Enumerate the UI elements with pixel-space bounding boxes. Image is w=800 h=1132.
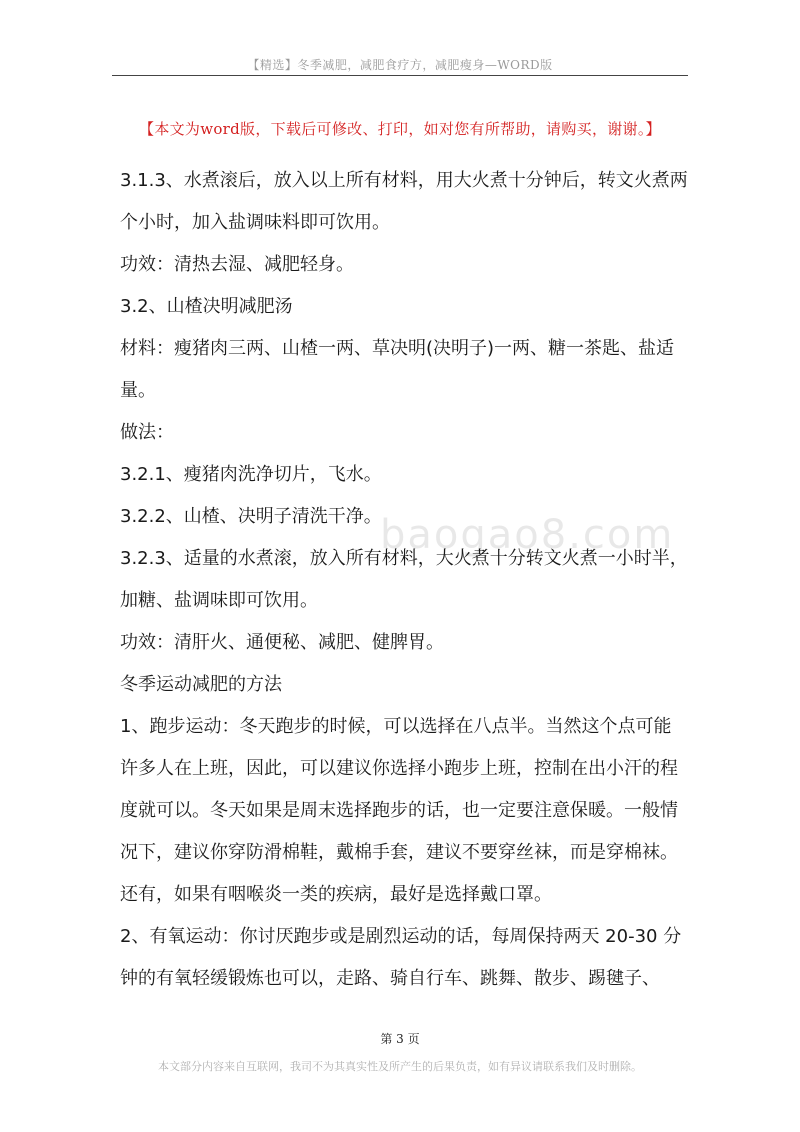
paragraph-aerobic: 2、有氧运动：你讨厌跑步或是剧烈运动的话，每周保持两天 20-30 分钟的有氧轻缓锻炼也可以，走路、骑自行车、跳舞、散步、踢毽子、 [120,926,682,989]
download-notice: 【本文为word版，下载后可修改、打印，如对您有所帮助，请购买，谢谢。】 [139,120,661,138]
section-heading-3-2: 3.2、山楂决明减肥汤 [120,296,293,317]
page-number: 第 3 页 [380,1032,420,1046]
paragraph-3-1-3: 3.1.3、水煮滚后，放入以上所有材料，用大火煮十分钟后，转文火煮两个小时，加入盐调味料即可饮用。 [120,170,688,233]
document-body [120,160,688,1000]
paragraph-effect-1: 功效：清热去湿、减肥轻身。 [120,254,354,275]
paragraph-3-2-3: 3.2.3、适量的水煮滚，放入所有材料，大火煮十分转文火煮一小时半，加糖、盐调味即可饮用。 [120,548,688,611]
paragraph-running: 1、跑步运动：冬天跑步的时候，可以选择在八点半。当然这个点可能许多人在上班，因此，可以建议你选择小跑步上班，控制在出小汗的程度就可以。冬天如果是周末选择跑步的话，也一定要注意保暖。一般情况下，建议你穿防滑棉鞋，戴棉手套，建议不要穿丝袜，而是穿棉袜。还有，如果有咽喉炎一类的疾病，最好是选择戴口罩。 [120,716,678,905]
paragraph-3-2-2: 3.2.2、山楂、决明子清洗干净。 [120,506,382,527]
section-heading-exercise: 冬季运动减肥的方法 [120,674,282,695]
paragraph-effect-2: 功效：清肝火、通便秘、减肥、健脾胃。 [120,632,444,653]
paragraph-ingredients: 材料：瘦猪肉三两、山楂一两、草决明(决明子)一两、糖一茶匙、盐适量。 [120,338,675,401]
page-header: 【精选】冬季减肥，减肥食疗方，减肥瘦身—WORD版 [247,58,553,72]
paragraph-3-2-1: 3.2.1、瘦猪肉洗净切片，飞水。 [120,464,382,485]
header-rule [112,75,688,76]
watermark: baogao8.com [380,512,675,558]
footer-disclaimer: 本文部分内容来自互联网，我司不为其真实性及所产生的后果负责，如有异议请联系我们及时删除。 [158,1060,642,1073]
paragraph-method-label: 做法： [120,422,174,443]
